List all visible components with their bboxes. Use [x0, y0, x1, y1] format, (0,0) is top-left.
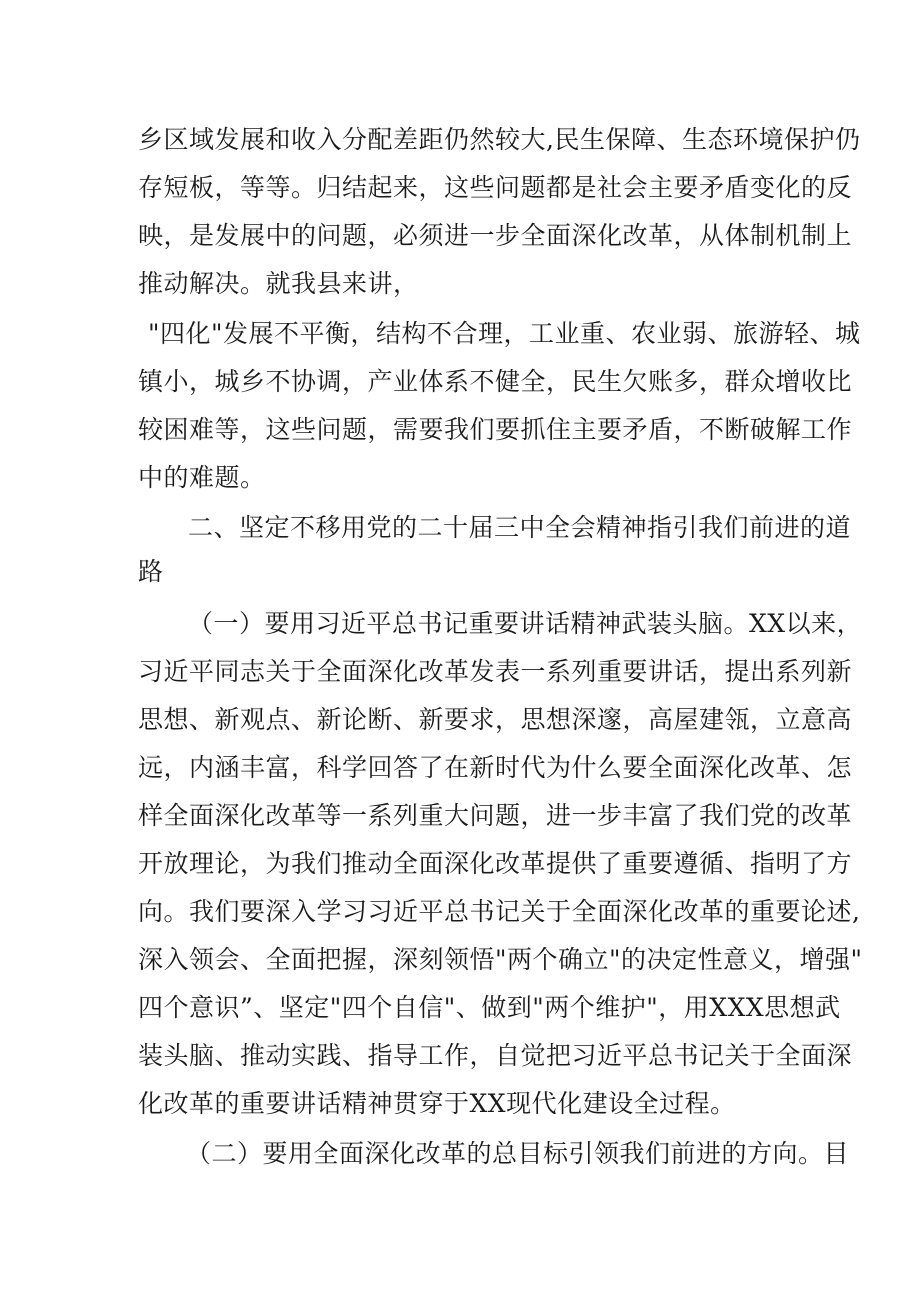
- text-line: 乡区域发展和收入分配差距仍然较大,民生保障、生态环境保护仍: [138, 125, 861, 154]
- text-line: 装头脑、推动实践、指导工作，自觉把习近平总书记关于全面深: [138, 1041, 853, 1070]
- subsection-heading-line: （二）要用全面深化改革的总目标引领我们前进的方向。目: [186, 1139, 850, 1168]
- text-line: 远，内涵丰富，科学回答了在新时代为什么要全面深化改革、怎: [138, 753, 853, 782]
- text-line: 中的难题。: [138, 463, 266, 492]
- text-line: 向。我们要深入学习习近平总书记关于全面深化改革的重要论述,: [138, 897, 861, 926]
- text-line: 推动解决。就我县来讲，: [138, 269, 419, 298]
- section-heading-line: 二、坚定不移用党的二十届三中全会精神指引我们前进的道: [188, 513, 852, 542]
- text-line: 开放理论，为我们推动全面深化改革提供了重要遵循、指明了方: [138, 849, 853, 878]
- text-line: "四化"发展不平衡，结构不合理，工业重、农业弱、旅游轻、城: [148, 319, 861, 348]
- section-heading-line: 路: [138, 557, 164, 586]
- subsection-heading-line: （一）要用习近平总书记重要讲话精神武装头脑。XX以来，: [188, 609, 863, 638]
- text-line: 思想、新观点、新论断、新要求，思想深邃，高屋建瓴，立意高: [138, 705, 853, 734]
- text-line: 化改革的重要讲话精神贯穿于XX现代化建设全过程。: [138, 1089, 736, 1118]
- text-line: 较困难等，这些问题，需要我们要抓住主要矛盾，不断破解工作: [138, 415, 853, 444]
- text-line: 习近平同志关于全面深化改革发表一系列重要讲话，提出系列新: [138, 657, 853, 686]
- text-line: 镇小，城乡不协调，产业体系不健全，民生欠账多，群众增收比: [138, 367, 853, 396]
- text-line: 深入领会、全面把握，深刻领悟"两个确立"的决定性意义，增强": [138, 945, 863, 974]
- text-line: 样全面深化改革等一系列重大问题，进一步丰富了我们党的改革: [138, 801, 853, 830]
- text-line: 存短板，等等。归结起来，这些问题都是社会主要矛盾变化的反: [138, 173, 853, 202]
- text-line: 映，是发展中的问题，必须进一步全面深化改革，从体制机制上: [138, 221, 853, 250]
- text-line: 四个意识”、坚定"四个自信"、做到"两个维护"，用XXX思想武: [138, 993, 841, 1022]
